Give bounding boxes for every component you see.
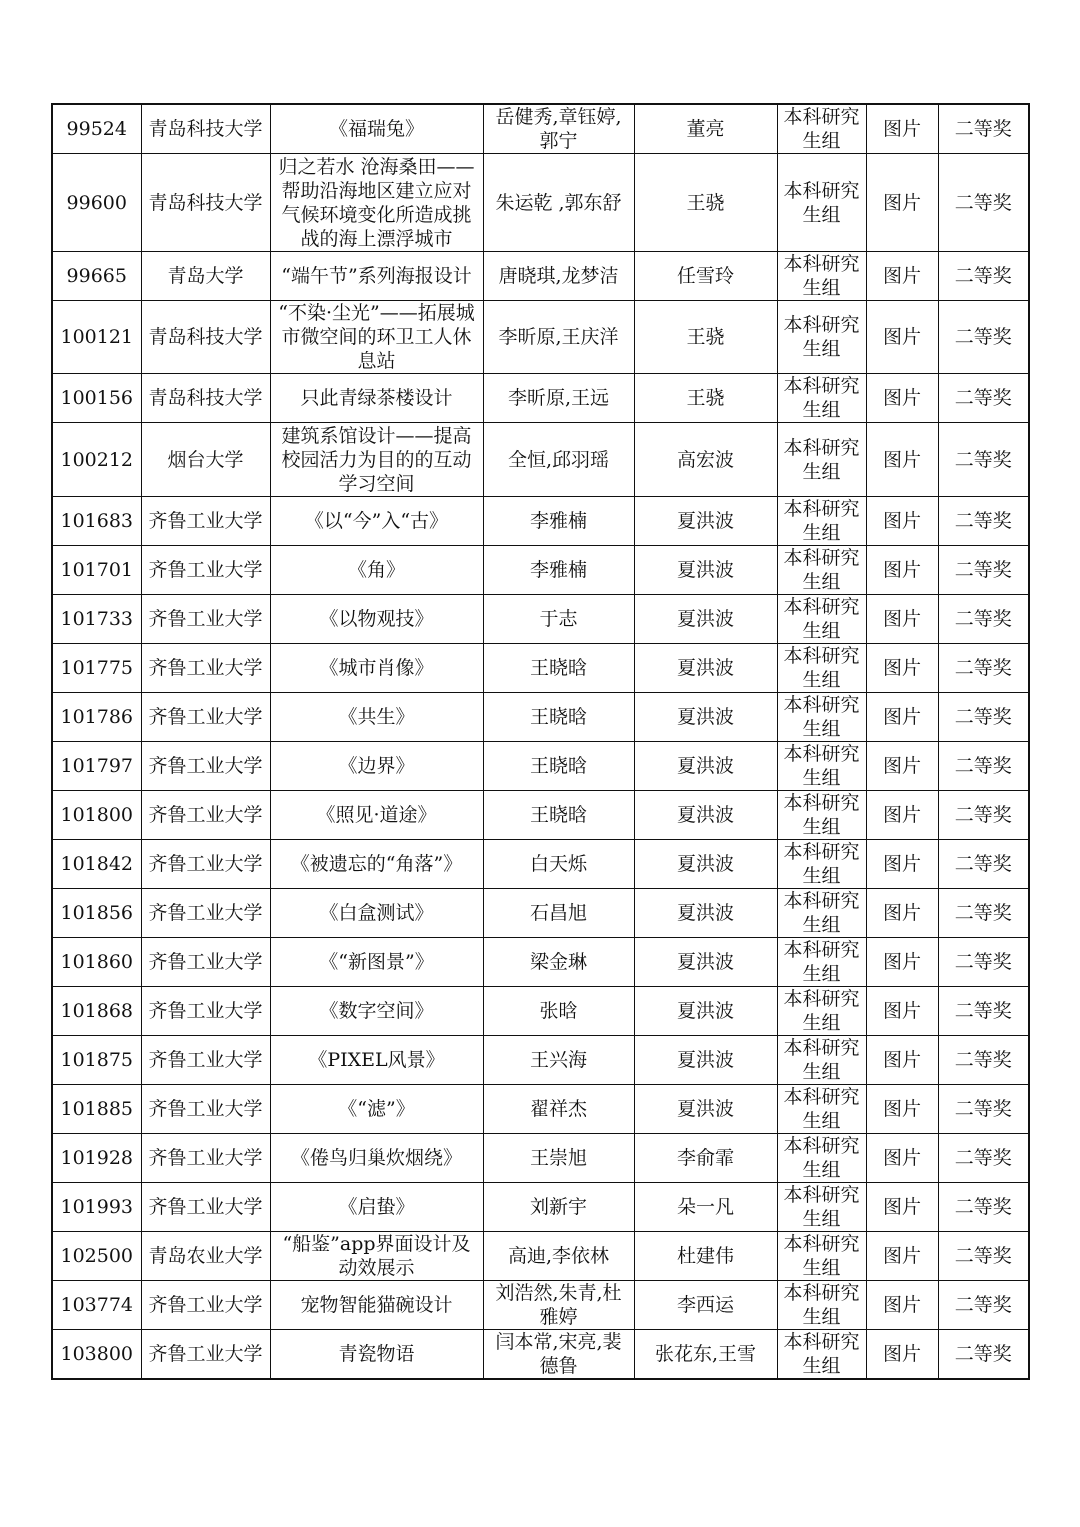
entry-id-cell: 101868	[52, 987, 141, 1036]
work-type-cell: 图片	[866, 1085, 938, 1134]
table-row	[52, 1232, 1029, 1281]
work-type-cell: 图片	[866, 742, 938, 791]
group-cell: 本科研究生组	[777, 889, 866, 938]
authors-cell: 王晓晗	[483, 791, 634, 840]
work-type-cell: 图片	[866, 840, 938, 889]
advisor-cell: 夏洪波	[634, 889, 777, 938]
work-type-cell: 图片	[866, 693, 938, 742]
entry-id-cell: 101875	[52, 1036, 141, 1085]
work-type-cell: 图片	[866, 1036, 938, 1085]
school-cell: 青岛科技大学	[141, 104, 270, 154]
school-cell: 齐鲁工业大学	[141, 791, 270, 840]
work-type-cell: 图片	[866, 1183, 938, 1232]
advisor-cell: 张花东,王雪	[634, 1330, 777, 1380]
advisor-cell: 夏洪波	[634, 742, 777, 791]
table-row	[52, 104, 1029, 154]
school-cell: 齐鲁工业大学	[141, 497, 270, 546]
award-cell: 二等奖	[938, 693, 1029, 742]
award-cell: 二等奖	[938, 154, 1029, 252]
work-title-cell: 建筑系馆设计——提高校园活力为目的的互动学习空间	[270, 423, 483, 497]
school-cell: 齐鲁工业大学	[141, 742, 270, 791]
advisor-cell: 夏洪波	[634, 595, 777, 644]
entry-id-cell: 100121	[52, 301, 141, 374]
table-row	[52, 987, 1029, 1036]
award-cell: 二等奖	[938, 1232, 1029, 1281]
advisor-cell: 夏洪波	[634, 938, 777, 987]
work-title-cell: “不染·尘光”——拓展城市微空间的环卫工人休息站	[270, 301, 483, 374]
award-cell: 二等奖	[938, 423, 1029, 497]
authors-cell: 全恒,邱羽瑶	[483, 423, 634, 497]
work-title-cell: 《角》	[270, 546, 483, 595]
authors-cell: 高迪,李依林	[483, 1232, 634, 1281]
authors-cell: 刘新宇	[483, 1183, 634, 1232]
authors-cell: 李雅楠	[483, 546, 634, 595]
advisor-cell: 王骁	[634, 301, 777, 374]
table-row	[52, 742, 1029, 791]
work-type-cell: 图片	[866, 1281, 938, 1330]
table-row	[52, 423, 1029, 497]
award-cell: 二等奖	[938, 1036, 1029, 1085]
work-title-cell: 《白盒测试》	[270, 889, 483, 938]
school-cell: 烟台大学	[141, 423, 270, 497]
entry-id-cell: 102500	[52, 1232, 141, 1281]
group-cell: 本科研究生组	[777, 1036, 866, 1085]
award-cell: 二等奖	[938, 1085, 1029, 1134]
school-cell: 青岛科技大学	[141, 374, 270, 423]
advisor-cell: 杜建伟	[634, 1232, 777, 1281]
entry-id-cell: 101733	[52, 595, 141, 644]
school-cell: 齐鲁工业大学	[141, 1085, 270, 1134]
work-type-cell: 图片	[866, 889, 938, 938]
school-cell: 齐鲁工业大学	[141, 595, 270, 644]
work-title-cell: 《以物观技》	[270, 595, 483, 644]
entry-id-cell: 101683	[52, 497, 141, 546]
authors-cell: 石昌旭	[483, 889, 634, 938]
authors-cell: 王崇旭	[483, 1134, 634, 1183]
advisor-cell: 李俞霏	[634, 1134, 777, 1183]
authors-cell: 于志	[483, 595, 634, 644]
authors-cell: 刘浩然,朱青,杜雅婷	[483, 1281, 634, 1330]
work-type-cell: 图片	[866, 595, 938, 644]
group-cell: 本科研究生组	[777, 840, 866, 889]
award-cell: 二等奖	[938, 889, 1029, 938]
advisor-cell: 夏洪波	[634, 693, 777, 742]
group-cell: 本科研究生组	[777, 1232, 866, 1281]
school-cell: 齐鲁工业大学	[141, 987, 270, 1036]
advisor-cell: 王骁	[634, 154, 777, 252]
school-cell: 齐鲁工业大学	[141, 938, 270, 987]
award-cell: 二等奖	[938, 374, 1029, 423]
work-title-cell: 《被遗忘的“角落”》	[270, 840, 483, 889]
table-row	[52, 595, 1029, 644]
work-type-cell: 图片	[866, 1232, 938, 1281]
advisor-cell: 李西运	[634, 1281, 777, 1330]
table-row	[52, 301, 1029, 374]
advisor-cell: 王骁	[634, 374, 777, 423]
group-cell: 本科研究生组	[777, 1183, 866, 1232]
entry-id-cell: 103800	[52, 1330, 141, 1380]
school-cell: 青岛科技大学	[141, 301, 270, 374]
entry-id-cell: 101775	[52, 644, 141, 693]
entry-id-cell: 99665	[52, 252, 141, 301]
award-cell: 二等奖	[938, 1281, 1029, 1330]
entry-id-cell: 101860	[52, 938, 141, 987]
work-title-cell: 宠物智能猫碗设计	[270, 1281, 483, 1330]
table-row	[52, 1085, 1029, 1134]
table-row	[52, 1036, 1029, 1085]
entry-id-cell: 101993	[52, 1183, 141, 1232]
authors-cell: 翟祥杰	[483, 1085, 634, 1134]
work-title-cell: 青瓷物语	[270, 1330, 483, 1380]
advisor-cell: 高宏波	[634, 423, 777, 497]
work-title-cell: “船鉴”app界面设计及动效展示	[270, 1232, 483, 1281]
group-cell: 本科研究生组	[777, 546, 866, 595]
entry-id-cell: 101701	[52, 546, 141, 595]
work-type-cell: 图片	[866, 252, 938, 301]
award-cell: 二等奖	[938, 1134, 1029, 1183]
table-row	[52, 252, 1029, 301]
advisor-cell: 夏洪波	[634, 497, 777, 546]
authors-cell: 李雅楠	[483, 497, 634, 546]
authors-cell: 王晓晗	[483, 693, 634, 742]
work-title-cell: 《共生》	[270, 693, 483, 742]
group-cell: 本科研究生组	[777, 1134, 866, 1183]
work-title-cell: 《PIXEL风景》	[270, 1036, 483, 1085]
work-type-cell: 图片	[866, 154, 938, 252]
award-cell: 二等奖	[938, 546, 1029, 595]
work-type-cell: 图片	[866, 497, 938, 546]
work-type-cell: 图片	[866, 546, 938, 595]
entry-id-cell: 99524	[52, 104, 141, 154]
authors-cell: 李昕原,王远	[483, 374, 634, 423]
table-row	[52, 497, 1029, 546]
authors-cell: 李昕原,王庆洋	[483, 301, 634, 374]
award-cell: 二等奖	[938, 1330, 1029, 1380]
school-cell: 齐鲁工业大学	[141, 1183, 270, 1232]
work-title-cell: 《照见·道途》	[270, 791, 483, 840]
table-row	[52, 546, 1029, 595]
work-title-cell: 《福瑞兔》	[270, 104, 483, 154]
advisor-cell: 夏洪波	[634, 546, 777, 595]
table-row	[52, 644, 1029, 693]
school-cell: 齐鲁工业大学	[141, 1330, 270, 1380]
advisor-cell: 夏洪波	[634, 840, 777, 889]
group-cell: 本科研究生组	[777, 938, 866, 987]
entry-id-cell: 101856	[52, 889, 141, 938]
authors-cell: 白天烁	[483, 840, 634, 889]
entry-id-cell: 101842	[52, 840, 141, 889]
authors-cell: 梁金琳	[483, 938, 634, 987]
work-type-cell: 图片	[866, 423, 938, 497]
work-title-cell: 《“新图景”》	[270, 938, 483, 987]
work-title-cell: 《城市肖像》	[270, 644, 483, 693]
work-type-cell: 图片	[866, 987, 938, 1036]
awards-table-body	[52, 104, 1029, 1379]
entry-id-cell: 99600	[52, 154, 141, 252]
work-title-cell: 归之若水 沧海桑田——帮助沿海地区建立应对气候环境变化所造成挑战的海上漂浮城市	[270, 154, 483, 252]
entry-id-cell: 103774	[52, 1281, 141, 1330]
award-cell: 二等奖	[938, 252, 1029, 301]
table-row	[52, 938, 1029, 987]
group-cell: 本科研究生组	[777, 374, 866, 423]
advisor-cell: 夏洪波	[634, 1085, 777, 1134]
work-type-cell: 图片	[866, 791, 938, 840]
work-title-cell: 《边界》	[270, 742, 483, 791]
work-title-cell: 《“滤”》	[270, 1085, 483, 1134]
school-cell: 青岛农业大学	[141, 1232, 270, 1281]
advisor-cell: 夏洪波	[634, 791, 777, 840]
group-cell: 本科研究生组	[777, 791, 866, 840]
group-cell: 本科研究生组	[777, 301, 866, 374]
table-row	[52, 374, 1029, 423]
advisor-cell: 夏洪波	[634, 987, 777, 1036]
group-cell: 本科研究生组	[777, 1330, 866, 1380]
group-cell: 本科研究生组	[777, 104, 866, 154]
group-cell: 本科研究生组	[777, 987, 866, 1036]
group-cell: 本科研究生组	[777, 595, 866, 644]
authors-cell: 王晓晗	[483, 644, 634, 693]
work-title-cell: 只此青绿茶楼设计	[270, 374, 483, 423]
group-cell: 本科研究生组	[777, 497, 866, 546]
school-cell: 齐鲁工业大学	[141, 1134, 270, 1183]
award-cell: 二等奖	[938, 595, 1029, 644]
work-type-cell: 图片	[866, 938, 938, 987]
advisor-cell: 朵一凡	[634, 1183, 777, 1232]
authors-cell: 闫本常,宋亮,裴德鲁	[483, 1330, 634, 1380]
table-row	[52, 840, 1029, 889]
award-cell: 二等奖	[938, 644, 1029, 693]
school-cell: 齐鲁工业大学	[141, 546, 270, 595]
work-type-cell: 图片	[866, 374, 938, 423]
table-row	[52, 154, 1029, 252]
work-type-cell: 图片	[866, 1330, 938, 1380]
table-row	[52, 1330, 1029, 1380]
work-type-cell: 图片	[866, 644, 938, 693]
entry-id-cell: 101797	[52, 742, 141, 791]
table-row	[52, 1183, 1029, 1232]
table-row	[52, 1134, 1029, 1183]
group-cell: 本科研究生组	[777, 1281, 866, 1330]
work-title-cell: 《以“今”入“古》	[270, 497, 483, 546]
advisor-cell: 夏洪波	[634, 1036, 777, 1085]
group-cell: 本科研究生组	[777, 154, 866, 252]
group-cell: 本科研究生组	[777, 693, 866, 742]
entry-id-cell: 101928	[52, 1134, 141, 1183]
group-cell: 本科研究生组	[777, 742, 866, 791]
school-cell: 齐鲁工业大学	[141, 693, 270, 742]
entry-id-cell: 100212	[52, 423, 141, 497]
work-title-cell: 《倦鸟归巢炊烟绕》	[270, 1134, 483, 1183]
school-cell: 齐鲁工业大学	[141, 889, 270, 938]
entry-id-cell: 101800	[52, 791, 141, 840]
award-cell: 二等奖	[938, 497, 1029, 546]
advisor-cell: 夏洪波	[634, 644, 777, 693]
group-cell: 本科研究生组	[777, 1085, 866, 1134]
award-cell: 二等奖	[938, 840, 1029, 889]
group-cell: 本科研究生组	[777, 423, 866, 497]
entry-id-cell: 101885	[52, 1085, 141, 1134]
group-cell: 本科研究生组	[777, 252, 866, 301]
work-type-cell: 图片	[866, 1134, 938, 1183]
school-cell: 齐鲁工业大学	[141, 1281, 270, 1330]
authors-cell: 唐晓琪,龙梦洁	[483, 252, 634, 301]
award-cell: 二等奖	[938, 987, 1029, 1036]
work-title-cell: 《数字空间》	[270, 987, 483, 1036]
awards-table	[51, 103, 1030, 1380]
school-cell: 齐鲁工业大学	[141, 840, 270, 889]
authors-cell: 朱运乾 ,郭东舒	[483, 154, 634, 252]
school-cell: 齐鲁工业大学	[141, 644, 270, 693]
advisor-cell: 任雪玲	[634, 252, 777, 301]
award-cell: 二等奖	[938, 791, 1029, 840]
table-row	[52, 889, 1029, 938]
award-cell: 二等奖	[938, 1183, 1029, 1232]
school-cell: 齐鲁工业大学	[141, 1036, 270, 1085]
authors-cell: 张晗	[483, 987, 634, 1036]
authors-cell: 王晓晗	[483, 742, 634, 791]
table-row	[52, 693, 1029, 742]
table-row	[52, 1281, 1029, 1330]
entry-id-cell: 101786	[52, 693, 141, 742]
authors-cell: 王兴海	[483, 1036, 634, 1085]
work-type-cell: 图片	[866, 104, 938, 154]
award-cell: 二等奖	[938, 938, 1029, 987]
authors-cell: 岳健秀,章钰婷,郭宁	[483, 104, 634, 154]
school-cell: 青岛科技大学	[141, 154, 270, 252]
school-cell: 青岛大学	[141, 252, 270, 301]
work-title-cell: 《启蛰》	[270, 1183, 483, 1232]
table-row	[52, 791, 1029, 840]
entry-id-cell: 100156	[52, 374, 141, 423]
work-type-cell: 图片	[866, 301, 938, 374]
advisor-cell: 董亮	[634, 104, 777, 154]
award-cell: 二等奖	[938, 742, 1029, 791]
group-cell: 本科研究生组	[777, 644, 866, 693]
award-cell: 二等奖	[938, 104, 1029, 154]
work-title-cell: “端午节”系列海报设计	[270, 252, 483, 301]
award-cell: 二等奖	[938, 301, 1029, 374]
